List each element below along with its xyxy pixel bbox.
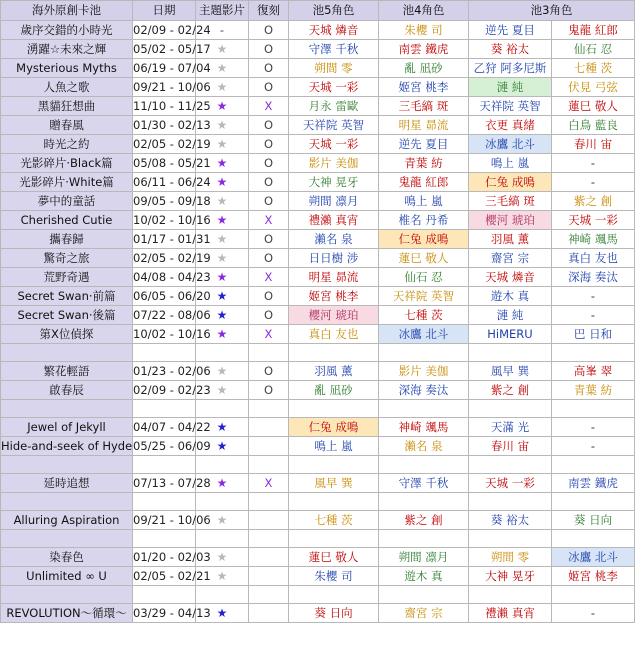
rerun-mark: O [249,192,289,211]
pool-title: Alluring Aspiration [1,511,133,530]
empty-cell [469,456,552,474]
table-row [1,116,635,135]
pool-title: 延時追想 [1,474,133,493]
empty-cell [289,344,379,362]
pool4-character: 蓮巳 敬人 [379,249,469,268]
theme-video-star: ★ [196,192,249,211]
pool3-character-1: 逆先 夏目 [469,21,552,40]
rerun-mark: X [249,211,289,230]
pool3-character-1: 遊木 真 [469,287,552,306]
pool3-character-1: 冰鷹 北斗 [469,135,552,154]
pool3-character-1: 天城 一彩 [469,474,552,493]
col-header-title: 海外原創卡池 [1,1,133,21]
pool4-character: 鬼龍 紅郎 [379,173,469,192]
rerun-mark [249,437,289,456]
pool-title: 夢中的童話 [1,192,133,211]
table-row [1,78,635,97]
pool-title: Hide-and-seek of Hyde [1,437,133,456]
pool3-character-2: 姬宮 桃李 [552,567,635,586]
table-row [1,548,635,567]
theme-video-star: ★ [196,230,249,249]
empty-cell [552,400,635,418]
theme-video-star: ★ [196,154,249,173]
pool4-character: 七種 茨 [379,306,469,325]
empty-cell [379,400,469,418]
pool3-character-2: 蓮巳 敬人 [552,97,635,116]
pool4-character: 深海 奏汰 [379,381,469,400]
pool-date: 04/07 - 04/22 [133,418,196,437]
table-row [1,21,635,40]
empty-cell [196,586,249,604]
pool4-character: 齋宮 宗 [379,604,469,623]
pool3-character-2: 巴 日和 [552,325,635,344]
pool3-character-2: 神崎 颯馬 [552,230,635,249]
pool3-character-1: 春川 宙 [469,437,552,456]
pool5-character: 瀨名 泉 [289,230,379,249]
pool-title: 贈春風 [1,116,133,135]
pool4-character: 亂 凪砂 [379,59,469,78]
empty-cell [133,344,196,362]
empty-cell [196,530,249,548]
pool3-character-1: HiMERU [469,325,552,344]
pool4-character: 守澤 千秋 [379,474,469,493]
pool-title: Secret Swan·前篇 [1,287,133,306]
empty-cell [1,586,133,604]
empty-cell [133,493,196,511]
theme-video-star: ★ [196,59,249,78]
theme-video-star: ★ [196,567,249,586]
empty-cell [469,530,552,548]
pool-date: 06/11 - 06/24 [133,173,196,192]
empty-cell [379,493,469,511]
spacer-row [1,344,635,362]
theme-video-star: ★ [196,306,249,325]
pool3-character-2: - [552,173,635,192]
pool3-character-2: 白鳥 藍良 [552,116,635,135]
pool4-character: 天祥院 英智 [379,287,469,306]
rerun-mark: X [249,474,289,493]
table-row [1,437,635,456]
empty-cell [469,344,552,362]
pool3-character-1: 大神 晃牙 [469,567,552,586]
pool3-character-2: - [552,154,635,173]
pool4-character: 神崎 颯馬 [379,418,469,437]
rerun-mark: O [249,21,289,40]
pool3-character-1: 乙狩 阿多尼斯 [469,59,552,78]
empty-cell [249,530,289,548]
pool5-character: 守澤 千秋 [289,40,379,59]
empty-cell [133,530,196,548]
theme-video-star: ★ [196,40,249,59]
col-header-date: 日期 [133,1,196,21]
pool-title: 攜春歸 [1,230,133,249]
rerun-mark: O [249,381,289,400]
pool5-character: 真白 友也 [289,325,379,344]
empty-cell [379,586,469,604]
rerun-mark: X [249,325,289,344]
pool3-character-2: - [552,306,635,325]
pool-title: 黑貓狂想曲 [1,97,133,116]
theme-video-star: ★ [196,325,249,344]
rerun-mark: O [249,287,289,306]
rerun-mark [249,604,289,623]
pool3-character-1: 漣 純 [469,78,552,97]
table-row [1,381,635,400]
empty-cell [552,586,635,604]
pool5-character: 亂 凪砂 [289,381,379,400]
pool-title: 歲序交錯的小時光 [1,21,133,40]
empty-cell [552,530,635,548]
pool-title: 繁花輕語 [1,362,133,381]
empty-cell [196,400,249,418]
pool5-character: 蓮巳 敬人 [289,548,379,567]
col-header-rerun: 復刻 [249,1,289,21]
pool4-character: 明星 昴流 [379,116,469,135]
rerun-mark: O [249,230,289,249]
pool-date: 02/05 - 02/19 [133,135,196,154]
theme-video-star: ★ [196,287,249,306]
empty-cell [1,456,133,474]
pool4-character: 冰鷹 北斗 [379,325,469,344]
empty-cell [133,586,196,604]
empty-cell [289,530,379,548]
table-row [1,287,635,306]
pool-title: 第X位偵探 [1,325,133,344]
rerun-mark: O [249,40,289,59]
pool3-character-1: 葵 裕太 [469,40,552,59]
pool-title: 光影碎片·Black篇 [1,154,133,173]
pool5-character: 日日樹 涉 [289,249,379,268]
rerun-mark: O [249,306,289,325]
table-row [1,418,635,437]
pool-date: 01/30 - 02/13 [133,116,196,135]
pool5-character: 朔間 凛月 [289,192,379,211]
theme-video-star: ★ [196,173,249,192]
pool5-character: 仁兔 成鳴 [289,418,379,437]
spacer-row [1,530,635,548]
table-row [1,192,635,211]
pool4-character: 鳴上 嵐 [379,192,469,211]
pool3-character-2: - [552,287,635,306]
empty-cell [379,344,469,362]
pool-date: 02/05 - 02/19 [133,249,196,268]
pool-date: 03/29 - 04/13 [133,604,196,623]
pool-date: 01/17 - 01/31 [133,230,196,249]
empty-cell [289,493,379,511]
pool3-character-2: - [552,604,635,623]
rerun-mark: O [249,362,289,381]
empty-cell [552,493,635,511]
empty-cell [552,344,635,362]
pool4-character: 逆先 夏目 [379,135,469,154]
empty-cell [196,493,249,511]
empty-cell [469,400,552,418]
pool3-character-2: 鬼龍 紅郎 [552,21,635,40]
table-row [1,604,635,623]
pool4-character: 朱櫻 司 [379,21,469,40]
theme-video-star: ★ [196,249,249,268]
theme-video-star: ★ [196,548,249,567]
empty-cell [379,456,469,474]
empty-cell [289,456,379,474]
theme-video-star: ★ [196,97,249,116]
pool3-character-1: 櫻河 琥珀 [469,211,552,230]
pool3-character-1: 天祥院 英智 [469,97,552,116]
table-row [1,59,635,78]
rerun-mark: O [249,78,289,97]
table-row [1,474,635,493]
pool-date: 09/21 - 10/06 [133,511,196,530]
pool3-character-2: - [552,418,635,437]
col-header-pool4: 池4角色 [379,1,469,21]
table-row [1,249,635,268]
pool3-character-2: 伏見 弓弦 [552,78,635,97]
pool-date: 07/22 - 08/06 [133,306,196,325]
pool-title: Jewel of Jekyll [1,418,133,437]
table-row [1,135,635,154]
pool5-character: 明星 昴流 [289,268,379,287]
pool5-character: 天城 一彩 [289,135,379,154]
pool3-character-1: 禮瀨 真宵 [469,604,552,623]
pool3-character-1: 天滿 光 [469,418,552,437]
theme-video-star: ★ [196,474,249,493]
pool-date: 02/05 - 02/21 [133,567,196,586]
empty-cell [1,530,133,548]
pool3-character-2: - [552,437,635,456]
pool4-character: 仁兔 成鳴 [379,230,469,249]
table-row [1,511,635,530]
pool5-character: 朱櫻 司 [289,567,379,586]
pool4-character: 朔間 凛月 [379,548,469,567]
pool3-character-2: 深海 奏汰 [552,268,635,287]
pool5-character: 天祥院 英智 [289,116,379,135]
pool3-character-2: 葵 日向 [552,511,635,530]
rerun-mark: O [249,59,289,78]
pool5-character: 月永 雷歐 [289,97,379,116]
table-row [1,325,635,344]
pool-date: 01/20 - 02/03 [133,548,196,567]
col-header-theme: 主題影片 [196,1,249,21]
pool-date: 02/09 - 02/24 [133,21,196,40]
rerun-mark [249,511,289,530]
table-row [1,567,635,586]
spacer-row [1,400,635,418]
pool4-character: 紫之 創 [379,511,469,530]
empty-cell [1,344,133,362]
pool5-character: 姬宮 桃李 [289,287,379,306]
pool5-character: 大神 晃牙 [289,173,379,192]
pool3-character-1: 羽風 薰 [469,230,552,249]
pool-date: 06/19 - 07/04 [133,59,196,78]
spacer-row [1,586,635,604]
rerun-mark [249,548,289,567]
pool-title: 時光之約 [1,135,133,154]
pool-date: 04/08 - 04/23 [133,268,196,287]
pool4-character: 姬宮 桃李 [379,78,469,97]
pool3-character-1: 風早 巽 [469,362,552,381]
table-row [1,268,635,287]
pool3-character-1: 天城 燐音 [469,268,552,287]
table-row [1,211,635,230]
theme-video-star: ★ [196,604,249,623]
rerun-mark: X [249,97,289,116]
pool3-character-2: 冰鷹 北斗 [552,548,635,567]
pool5-character: 朔間 零 [289,59,379,78]
empty-cell [552,456,635,474]
pool-date: 10/02 - 10/16 [133,211,196,230]
pool3-character-1: 葵 裕太 [469,511,552,530]
pool3-character-2: 真白 友也 [552,249,635,268]
empty-cell [249,400,289,418]
pool5-character: 櫻河 琥珀 [289,306,379,325]
empty-cell [133,400,196,418]
pool4-character: 青葉 紡 [379,154,469,173]
pool-title: REVOLUTION～循環～ [1,604,133,623]
pool4-character: 仙石 忍 [379,268,469,287]
pool3-character-2: 高峯 翠 [552,362,635,381]
rerun-mark: O [249,173,289,192]
pool-title: 荒野奇遇 [1,268,133,287]
pool5-character: 葵 日向 [289,604,379,623]
pool5-character: 鳴上 嵐 [289,437,379,456]
empty-cell [289,586,379,604]
rerun-mark: O [249,135,289,154]
pool5-character: 禮瀨 真宵 [289,211,379,230]
pool-date: 11/10 - 11/25 [133,97,196,116]
rerun-mark: O [249,154,289,173]
theme-video-star: ★ [196,381,249,400]
pool-date: 09/05 - 09/18 [133,192,196,211]
table-row [1,173,635,192]
pool3-character-2: 天城 一彩 [552,211,635,230]
pool3-character-1: 仁兔 成鳴 [469,173,552,192]
theme-video-star: ★ [196,511,249,530]
pool-date: 02/09 - 02/23 [133,381,196,400]
empty-cell [469,493,552,511]
theme-video-star: ★ [196,437,249,456]
pool-title: Secret Swan·後篇 [1,306,133,325]
pool-title: Unlimited ∞ U [1,567,133,586]
pool3-character-1: 紫之 創 [469,381,552,400]
empty-cell [249,586,289,604]
theme-video-star: ★ [196,268,249,287]
table-row [1,306,635,325]
pool-date: 07/13 - 07/28 [133,474,196,493]
pool5-character: 天城 一彩 [289,78,379,97]
pool-date: 05/08 - 05/21 [133,154,196,173]
empty-cell [249,456,289,474]
empty-cell [1,493,133,511]
pool5-character: 七種 茨 [289,511,379,530]
pool-title: 染春色 [1,548,133,567]
theme-video-star: ★ [196,135,249,154]
pool-date: 05/25 - 06/09 [133,437,196,456]
table-row [1,97,635,116]
pool3-character-2: 紫之 創 [552,192,635,211]
pool-date: 01/23 - 02/06 [133,362,196,381]
theme-video-star: ★ [196,78,249,97]
col-header-pool3: 池3角色 [469,1,635,21]
spacer-row [1,493,635,511]
pool4-character: 三毛縞 斑 [379,97,469,116]
pool3-character-1: 朔間 零 [469,548,552,567]
pool3-character-2: 南雲 鐵虎 [552,474,635,493]
table-body [1,21,635,623]
pool3-character-1: 鳴上 嵐 [469,154,552,173]
table-row [1,40,635,59]
rerun-mark: O [249,116,289,135]
pool-date: 06/05 - 06/20 [133,287,196,306]
spacer-row [1,456,635,474]
pool-date: 10/02 - 10/16 [133,325,196,344]
pool-title: 人魚之歌 [1,78,133,97]
pool3-character-2: 仙石 忍 [552,40,635,59]
pool5-character: 風早 巽 [289,474,379,493]
rerun-mark: X [249,268,289,287]
pool4-character: 椎名 丹希 [379,211,469,230]
pool4-character: 遊木 真 [379,567,469,586]
empty-cell [196,456,249,474]
pool3-character-1: 漣 純 [469,306,552,325]
pool4-character: 影片 美伽 [379,362,469,381]
empty-cell [379,530,469,548]
pool-title: Cherished Cutie [1,211,133,230]
pool4-character: 瀨名 泉 [379,437,469,456]
empty-cell [1,400,133,418]
pool-title: 啟春辰 [1,381,133,400]
theme-video-star: ★ [196,418,249,437]
pool-date: 05/02 - 05/17 [133,40,196,59]
header-row [1,1,635,21]
theme-video-star: ★ [196,211,249,230]
pool-title: 光影碎片·White篇 [1,173,133,192]
empty-cell [249,493,289,511]
pool-title: 驚奇之旅 [1,249,133,268]
empty-cell [133,456,196,474]
pool3-character-2: 七種 茨 [552,59,635,78]
empty-cell [196,344,249,362]
empty-cell [249,344,289,362]
theme-video-star: ★ [196,116,249,135]
rerun-mark [249,567,289,586]
col-header-pool5: 池5角色 [289,1,379,21]
table-row [1,230,635,249]
rerun-mark: O [249,249,289,268]
pool-title: 湧躍☆未來之輝 [1,40,133,59]
pool3-character-1: 齋宮 宗 [469,249,552,268]
pool3-character-2: 春川 宙 [552,135,635,154]
pool3-character-1: 衣更 真緒 [469,116,552,135]
pool-title: Mysterious Myths [1,59,133,78]
pool3-character-1: 三毛縞 斑 [469,192,552,211]
rerun-mark [249,418,289,437]
pool-date: 09/21 - 10/06 [133,78,196,97]
table-row [1,154,635,173]
pool5-character: 影片 美伽 [289,154,379,173]
theme-video-star: ★ [196,362,249,381]
pool4-character: 南雲 鐵虎 [379,40,469,59]
empty-cell [469,586,552,604]
pool5-character: 天城 燐音 [289,21,379,40]
table-row [1,362,635,381]
empty-cell [289,400,379,418]
theme-video-star: - [196,21,249,40]
pool3-character-2: 青葉 紡 [552,381,635,400]
pool5-character: 羽風 薰 [289,362,379,381]
